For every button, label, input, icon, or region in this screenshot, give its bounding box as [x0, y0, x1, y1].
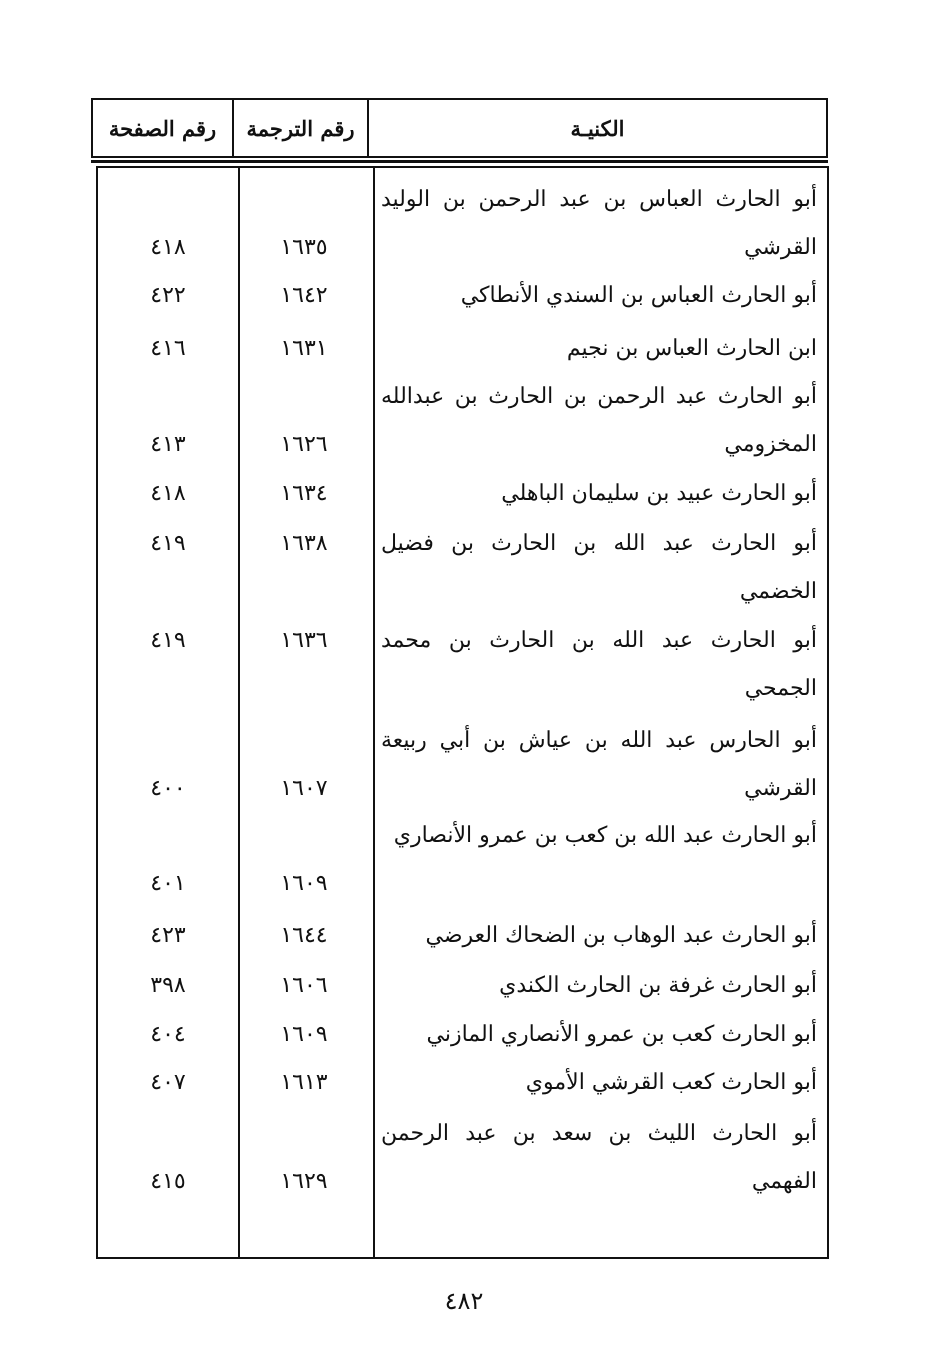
- entry-page-number: ٤١٩: [150, 531, 186, 556]
- entry-kunya: أبو الحارث عبد الرحمن بن الحارث بن عبدالله المخزومي: [381, 384, 817, 457]
- entry-kunya: أبو الحارث كعب القرشي الأموي: [525, 1070, 817, 1095]
- entry-page-number: ٤١٥: [150, 1169, 186, 1194]
- entry-tarjama-number: ١٦٠٩: [280, 1022, 328, 1047]
- header-page-number: رقم الصفحة: [93, 100, 234, 156]
- entry-page-number: ٤٠٤: [150, 1022, 186, 1047]
- header-kunya: الكنيـة: [570, 115, 625, 141]
- entry-tarjama-number: ١٦٠٦: [280, 973, 328, 998]
- entry-page-number: ٤١٩: [150, 628, 186, 653]
- entry-page-number: ٤٠٧: [150, 1070, 186, 1095]
- entry-tarjama-number: ١٦٠٩: [280, 871, 328, 896]
- entry-tarjama-number: ١٦١٣: [280, 1070, 328, 1095]
- entry-kunya: أبو الحارس عبد الله بن عياش بن أبي ربيعة القرشي: [381, 728, 817, 801]
- entries-list: [98, 168, 827, 1257]
- entry-kunya: أبو الحارث عبد الله بن كعب بن عمرو الأنصاري: [393, 823, 817, 848]
- table-body: [96, 166, 829, 1259]
- entry-tarjama-number: ١٦٣٦: [280, 628, 328, 653]
- entry-kunya: أبو الحارث عبد الله بن الحارث بن محمد الجمحي: [381, 628, 817, 701]
- entry-tarjama-number: ١٦٣٤: [280, 481, 328, 506]
- entry-kunya: ابن الحارث العباس بن نجيم: [566, 336, 817, 361]
- entry-page-number: ٤١٨: [150, 481, 186, 506]
- page-number: ٤٨٢: [444, 1287, 484, 1315]
- entry-tarjama-number: ١٦٠٧: [280, 776, 328, 801]
- entry-kunya: أبو الحارث كعب بن عمرو الأنصاري المازني: [426, 1022, 817, 1047]
- entry-tarjama-number: ١٦٤٤: [280, 923, 328, 948]
- entry-kunya: أبو الحارث عبد الله بن الحارث بن فضيل الخضمي: [381, 531, 817, 604]
- entry-page-number: ٤١٨: [150, 235, 186, 260]
- entry-tarjama-number: ١٦٣١: [280, 336, 328, 361]
- entry-tarjama-number: ١٦٤٢: [280, 283, 328, 308]
- entry-tarjama-number: ١٦٢٦: [280, 432, 328, 457]
- entry-kunya: أبو الحارث عبيد بن سليمان الباهلي: [501, 481, 817, 506]
- entry-page-number: ٤٢٢: [150, 283, 186, 308]
- entry-page-number: ٤٢٣: [150, 923, 186, 948]
- entry-kunya: أبو الحارث عبد الوهاب بن الضحاك العرضي: [425, 923, 817, 948]
- entry-kunya: أبو الحارث الليث بن سعد بن عبد الرحمن الفهمي: [381, 1121, 817, 1194]
- entry-tarjama-number: ١٦٣٥: [280, 235, 328, 260]
- entry-kunya: أبو الحارث العباس بن السندي الأنطاكي: [460, 283, 817, 308]
- entry-tarjama-number: ١٦٣٨: [280, 531, 328, 556]
- entry-page-number: ٤٠٠: [150, 776, 186, 801]
- header-tarjama-number: رقم الترجمة: [234, 100, 369, 156]
- entry-kunya: أبو الحارث غرفة بن الحارث الكندي: [499, 973, 817, 998]
- table-header: [91, 98, 828, 158]
- entry-page-number: ٣٩٨: [150, 973, 186, 998]
- entry-page-number: ٤١٣: [150, 432, 186, 457]
- entry-kunya: أبو الحارث العباس بن عبد الرحمن بن الوليد القرشي: [381, 187, 817, 260]
- entry-tarjama-number: ١٦٢٩: [280, 1169, 328, 1194]
- entry-page-number: ٤١٦: [150, 336, 186, 361]
- entry-page-number: ٤٠١: [150, 871, 186, 896]
